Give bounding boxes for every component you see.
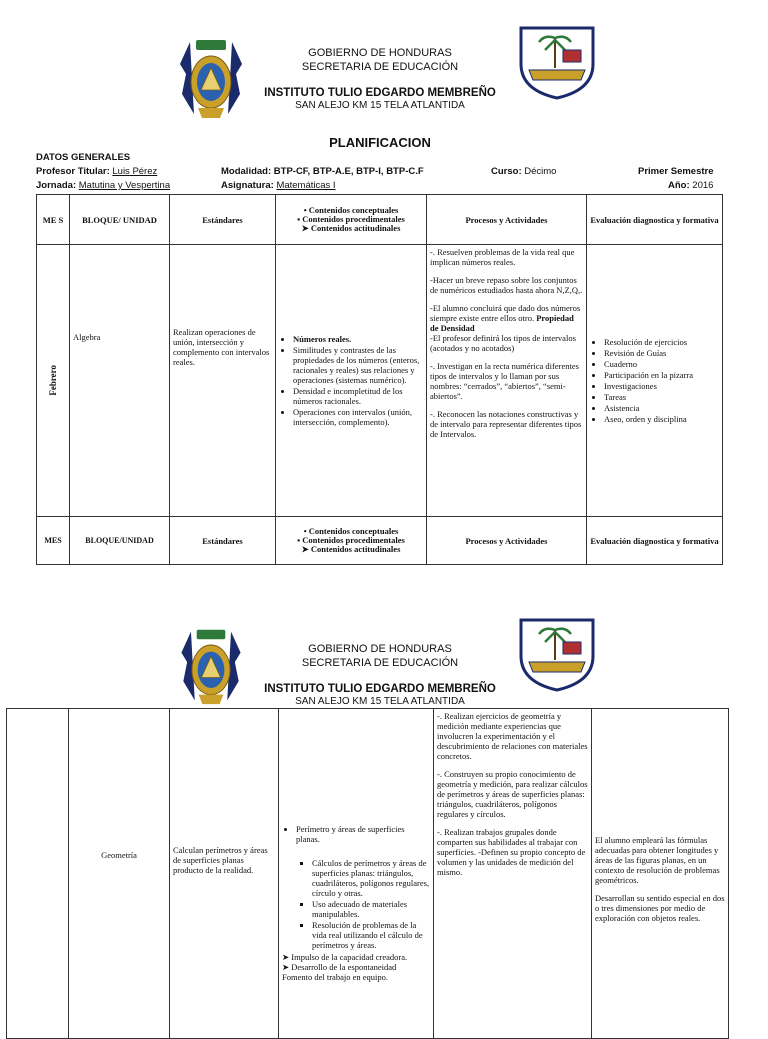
densidad-label: Propiedad de Densidad xyxy=(430,313,574,333)
curso-line xyxy=(491,166,556,177)
gov-name: GOBIERNO DE HONDURAS xyxy=(308,643,452,655)
row1-procesos xyxy=(427,245,587,517)
proceso-item: -. Realizan trabajos grupales donde comparten sus habilidades al trabajar con superficies. -Definen su propio concepto de volumen y las unidades de medición del mismo. xyxy=(437,827,586,877)
contenido-item: • Perímetro y áreas de superficies planas. xyxy=(296,824,430,844)
contenido-item: • Densidad e incompletitud de los números racionales. xyxy=(293,386,423,406)
proceso-item: -. Reconocen las notaciones constructivas y de intervalo para representar diferentes tipos de Intervalos. xyxy=(430,409,582,439)
modalidad-label: Modalidad: xyxy=(221,166,272,177)
evaluacion-item: Desarrollan su sentido especial en dos o tres dimensiones por medio de exploración con objetos reales. xyxy=(595,892,725,923)
col-estandares-header: Estándares xyxy=(170,195,276,245)
secretaria-name: SECRETARIA DE EDUCACIÓN xyxy=(301,657,459,669)
anio-label: Año: xyxy=(668,180,690,191)
curso-label: Curso: xyxy=(491,166,522,177)
footer-mes: MES xyxy=(37,517,70,565)
anio-value: 2016 xyxy=(692,180,714,191)
secretaria-name: SECRETARIA DE EDUCACIÓN xyxy=(301,61,459,73)
asignatura-label: Asignatura: xyxy=(221,180,274,191)
document-title: PLANIFICACION xyxy=(329,135,431,150)
semestre-value: Primer Semestre xyxy=(638,166,714,177)
evaluacion-item: • Revisión de Guías xyxy=(604,348,719,358)
contenidos-procedimentales: Contenidos procedimentales xyxy=(302,535,405,545)
actitudinal-item: ➤ Impulso de la capacidad creadora. xyxy=(282,951,408,962)
evaluacion-item: El alumno empleará las fórmulas adecuadas para obtener longitudes y áreas de las figuras planas, en un contexto de resolución de problemas geométricos. xyxy=(595,834,720,885)
contenido-subitem: ▪ Uso adecuado de materiales manipulables. xyxy=(312,899,430,919)
school-crest-icon xyxy=(515,612,599,692)
proceso-item: -Hacer un breve repaso sobre los conjuntos de numéricos estudiados hasta ahora N,Z,Q,. xyxy=(430,275,583,295)
table-header-row xyxy=(37,195,723,245)
planning-table-2 xyxy=(6,708,729,1039)
institute-address: SAN ALEJO KM 15 TELA ATLANTIDA xyxy=(295,100,465,111)
row2-bloque: Geometría xyxy=(69,709,170,1039)
contenido-item: • Números reales. xyxy=(293,334,423,344)
row1-contenidos xyxy=(276,245,427,517)
contenidos-conceptuales: Contenidos conceptuales xyxy=(308,526,399,536)
row1-estandar: Realizan operaciones de unión, intersección y complemento con intervalos reales. xyxy=(170,245,276,517)
row1-mes: Febrero xyxy=(48,365,58,396)
proceso-item: -. Realizan ejercicios de geometría y medición mediante experiencias que involucren la experimentación y el descubrimiento de relaciones con materiales concretos. xyxy=(437,711,588,761)
contenidos-procedimentales: Contenidos procedimentales xyxy=(302,214,405,224)
contenido-item: • Similitudes y contrastes de las propiedades de los números (enteros, racionales y reales) sus relaciones y operaciones (sistemas numérico). xyxy=(293,345,423,385)
row2-mes xyxy=(7,709,69,1039)
datos-heading: DATOS GENERALES xyxy=(36,152,131,163)
contenido-subitem: ▪ Cálculos de perímetros y áreas de superficies planas: triángulos, cuadriláteros, polígonos regulares, círculo y otras. xyxy=(312,858,430,898)
jornada-value: Matutina y Vespertina xyxy=(78,180,171,191)
evaluacion-item: • Asistencia xyxy=(604,403,719,413)
contenido-end: Fomento del trabajo en equipo. xyxy=(282,971,388,982)
evaluacion-item: • Participación en la pizarra xyxy=(604,370,719,380)
institute-address: SAN ALEJO KM 15 TELA ATLANTIDA xyxy=(295,696,465,707)
anio-line xyxy=(668,180,713,191)
evaluacion-item: • Aseo, orden y disciplina xyxy=(604,414,719,424)
table-row xyxy=(7,709,729,1039)
asignatura-value: Matemáticas I xyxy=(276,180,336,191)
contenidos-actitudinales: Contenidos actitudinales xyxy=(310,223,401,233)
modalidad-line xyxy=(221,166,424,177)
institute-name: INSTITUTO TULIO EDGARDO MEMBREÑO xyxy=(264,87,496,99)
row2-procesos xyxy=(434,709,592,1039)
institute-name: INSTITUTO TULIO EDGARDO MEMBREÑO xyxy=(264,683,496,695)
jornada-line xyxy=(36,180,170,191)
actitudinal-item: ➤ Desarrollo de la espontaneidad xyxy=(282,961,397,972)
profesor-line xyxy=(36,166,157,177)
evaluacion-item: • Tareas xyxy=(604,392,719,402)
footer-evaluacion: Evaluación diagnostica y formativa xyxy=(587,517,723,565)
proceso-item: -El profesor definirá los tipos de intervalos (acotados y no acotados) xyxy=(430,333,576,353)
row2-contenidos xyxy=(279,709,434,1039)
proceso-item: -El alumno concluirá que dado dos números siempre existe entre ellos otro. Propiedad de Densidad xyxy=(430,303,581,333)
contenido-item: • Operaciones con intervalos (unión, intersección, complemento). xyxy=(293,407,423,427)
evaluacion-item: • Investigaciones xyxy=(604,381,719,391)
evaluacion-item: • Resolución de ejercicios xyxy=(604,337,719,347)
footer-procesos: Procesos y Actividades xyxy=(427,517,587,565)
planning-table-1 xyxy=(36,194,723,565)
evaluacion-item: • Cuaderno xyxy=(604,359,719,369)
proceso-item: -. Construyen su propio conocimiento de geometría y medición, para realizar cálculos de perímetros y áreas de superficies planas: triángulos, cuadriláteros, polígonos regulares y círculos. xyxy=(437,769,588,819)
jornada-label: Jornada: xyxy=(36,180,77,191)
contenidos-actitudinales: Contenidos actitudinales xyxy=(310,544,401,554)
col-evaluacion-header: Evaluación diagnostica y formativa xyxy=(587,195,723,245)
col-bloque-header: BLOQUE/ UNIDAD xyxy=(70,195,170,245)
gov-name: GOBIERNO DE HONDURAS xyxy=(308,47,452,59)
profesor-label: Profesor Titular: xyxy=(36,166,110,177)
col-procesos-header: Procesos y Actividades xyxy=(427,195,587,245)
profesor-value: Luis Pérez xyxy=(112,166,158,177)
footer-estandares: Estándares xyxy=(170,517,276,565)
row1-evaluacion xyxy=(587,245,723,517)
proceso-item: -. Resuelven problemas de la vida real que implican números reales. xyxy=(430,247,575,267)
school-crest-icon xyxy=(515,20,599,100)
table-footer-row xyxy=(37,517,723,565)
footer-bloque: BLOQUE/UNIDAD xyxy=(70,517,170,565)
col-mes-header: ME S xyxy=(37,195,70,245)
footer-contenidos: • Contenidos conceptuales ▪ Contenidos procedimentales ➤ Contenidos actitudinales xyxy=(276,517,427,565)
modalidad-value: BTP-CF, BTP-A.E, BTP-I, BTP-C.F xyxy=(273,166,424,177)
col-contenidos-header: • Contenidos conceptuales ▪ Contenidos procedimentales ➤ Contenidos actitudinales xyxy=(276,195,427,245)
contenidos-conceptuales: Contenidos conceptuales xyxy=(308,205,399,215)
table-row xyxy=(37,245,723,517)
curso-value: Décimo xyxy=(524,166,557,177)
asignatura-line xyxy=(221,180,336,191)
contenido-subitem: ▪ Resolución de problemas de la vida real utilizando el cálculo de perímetros y áreas. xyxy=(312,920,430,950)
row1-bloque: Algebra xyxy=(70,245,170,517)
row2-estandar: Calculan perímetros y áreas de superficies planas producto de la realidad. xyxy=(170,709,279,1039)
row2-evaluacion xyxy=(592,709,729,1039)
row1-mes-cell xyxy=(37,245,70,517)
proceso-item: -. Investigan en la recta numérica diferentes tipos de intervalos y lo llaman por sus nombres: “cerrados”, “abiertos”, “semi-abiertos”. xyxy=(430,361,579,401)
